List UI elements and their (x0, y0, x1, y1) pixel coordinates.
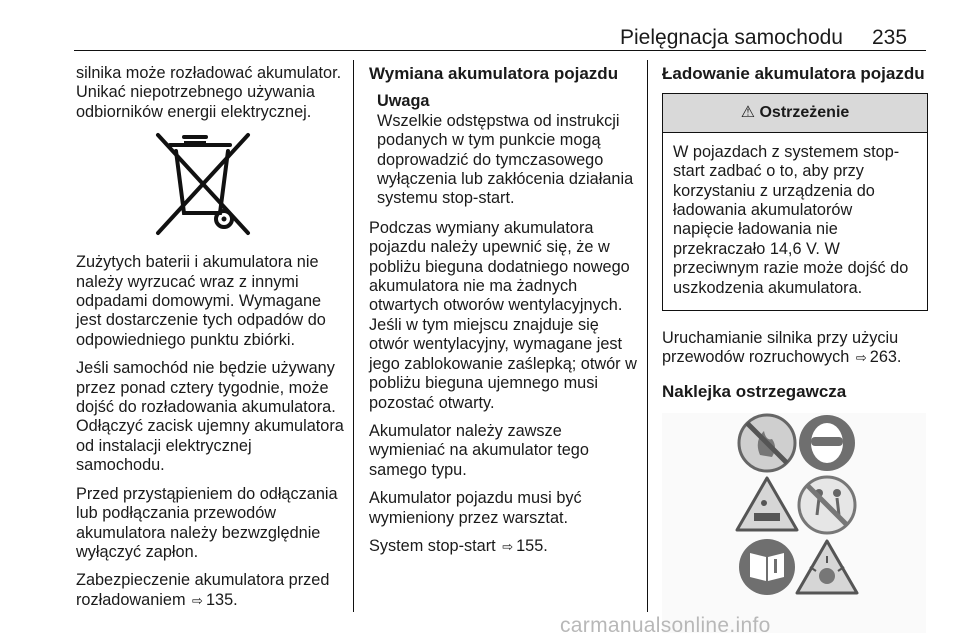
page-ref-link[interactable]: 155. (516, 536, 548, 555)
page-ref-arrow-icon: ⇨ (192, 592, 203, 608)
page-ref-link[interactable]: 263. (869, 348, 902, 367)
warning-text: W pojazdach z systemem stop-start zadbać o to, aby przy korzystaniu z urządzenia do ładowania akumulatorów napięcie ładowania nie przekraczało 14,6 V. W przeciwnym razie może dojść do uszkodzenia akumulatora. (673, 142, 909, 297)
keep-away-children-icon (799, 477, 855, 533)
page-ref-arrow-icon: ⇨ (855, 350, 867, 366)
paragraph: Przed przystąpieniem do odłączania lub podłączania przewodów akumulatora należy bezwzględnie wyłączyć zapłon. (76, 484, 338, 561)
warning-label-pictograms (662, 413, 926, 633)
no-fire-icon (739, 415, 795, 471)
column-2 (369, 64, 639, 565)
paragraph: Akumulator pojazdu musi być wymieniony przez warsztat. (369, 489, 582, 527)
header-rule (74, 50, 926, 51)
paragraph: silnika może rozładować akumulator. Unikać niepotrzebnego używania odbiorników energii elektrycznej. (76, 64, 342, 121)
column-1 (76, 64, 344, 619)
warning-box (662, 93, 928, 311)
paragraph-with-ref (369, 537, 639, 556)
column-divider-1 (353, 60, 354, 612)
ref-text: Uruchamianie silnika przy użyciu przewodów rozruchowych (662, 329, 899, 367)
warning-title: Ostrzeżenie (759, 104, 850, 122)
paragraph-with-ref (662, 329, 928, 368)
section-heading: Naklejka ostrzegawcza (662, 381, 847, 401)
paragraph: Podczas wymiany akumulatora pojazdu należy upewnić się, że w pobliżu bieguna dodatniego nowego akumulatora nie ma żadnych otwartych otworów wentylacyjnych. Jeśli w tym miejscu znajduje się otwór wentylacyjny, wymagane jest jego zablokowanie zaślepką; otwór w pobliżu bieguna ujemnego musi pozostać otwarty. (369, 218, 637, 412)
eye-protection-icon (799, 415, 855, 471)
note-block (377, 92, 639, 208)
warning-header (663, 94, 927, 132)
read-manual-icon (739, 539, 795, 595)
paragraph: Jeśli samochód nie będzie używany przez ponad cztery tygodnie, może dojść do rozładowania akumulatora. Odłączyć zacisk ujemny akumulatora od instalacji elektrycznej samochodu. (76, 359, 344, 475)
page-header-title: Pielęgnacja samochodu (620, 26, 843, 49)
ref-text: Zabezpieczenie akumulatora przed rozładowaniem (76, 571, 330, 609)
page-ref-arrow-icon: ⇨ (502, 538, 514, 554)
paragraph: Zużytych baterii i akumulatora nie należy wyrzucać wraz z innymi odpadami domowymi. Wymagane jest dostarczenie tych odpadów do odpowiedniego punktu zbiórki. (76, 253, 326, 349)
paragraph-with-ref (76, 571, 344, 610)
corrosive-warning-icon (737, 478, 797, 530)
section-heading: Ładowanie akumulatora pojazdu (662, 64, 925, 83)
column-3 (662, 64, 928, 633)
note-text: Wszelkie odstępstwa od instrukcji podanych w tym punkcie mogą doprowadzić do tymczasowego wyłączenia lub zakłócenia działania systemu stop-start. (377, 111, 634, 208)
page-number: 235 (872, 26, 908, 49)
page-ref-link[interactable]: 135. (205, 590, 238, 609)
warning-triangle-icon: ⚠ (740, 104, 756, 122)
paragraph: Akumulator należy zawsze wymieniać na akumulator tego samego typu. (369, 421, 589, 479)
watermark: carmanualsonline.info (560, 614, 771, 637)
column-divider-2 (647, 60, 648, 612)
note-title: Uwaga (377, 92, 430, 111)
explosive-warning-icon (797, 541, 857, 593)
crossed-bin-icon (154, 131, 254, 237)
section-heading: Wymiana akumulatora pojazdu (369, 64, 619, 83)
ref-text: System stop-start (369, 536, 496, 555)
